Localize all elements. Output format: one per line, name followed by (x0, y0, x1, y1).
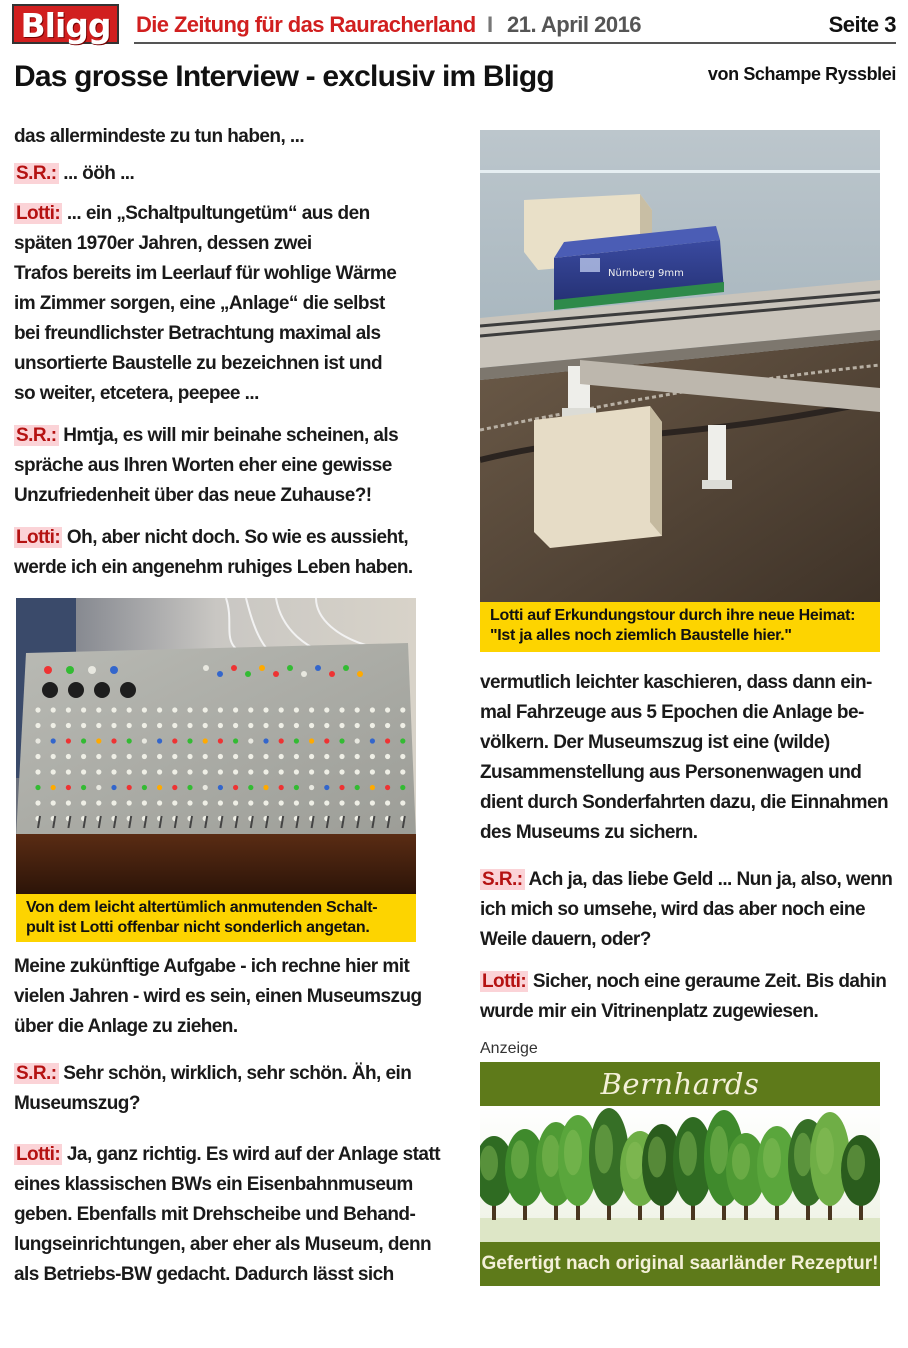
article-byline: von Schampe Ryssblei (707, 64, 896, 84)
ad-slogan[interactable]: Gefertigt nach original saarländer Rezeptur! (480, 1242, 880, 1286)
control-panel-image (16, 598, 416, 894)
locomotive-photo-caption: Lotti auf Erkundungstour durch ihre neue Heimat: "Ist ja alles noch ziemlich Baustelle hier." (480, 602, 880, 652)
paragraph (14, 421, 398, 511)
paragraph (14, 1140, 440, 1290)
paragraph-text: ... ein „Schaltpultungetüm“ aus den späten 1970er Jahren, dessen zwei Trafos bereits im Leerlauf für wohlige Wärme im Zimmer sorgen, eine „Anlage“ die selbst bei freundlichster Betrachtung maximal als unsortierte Baustelle zu bezeichnen ist und so weiter, etcetera, peepee ... (14, 203, 397, 404)
page-number: Seite 3 (828, 12, 896, 37)
newspaper-name: Die Zeitung für das Rauracherland (136, 12, 476, 37)
speaker-label: Lotti: (16, 527, 61, 548)
model-trees-image (480, 1106, 880, 1242)
ad-label: Anzeige (480, 1040, 538, 1057)
paragraph-text: Meine zukünftige Aufgabe - ich rechne hier mit vielen Jahren - wird es sein, einen Museumszug über die Anlage zu ziehen. (14, 956, 422, 1037)
article-headline: Das grosse Interview - exclusiv im Bligg (14, 60, 554, 93)
ad-title[interactable]: Bernhards (480, 1062, 880, 1106)
paragraph-text: Oh, aber nicht doch. So wie es aussieht, werde ich ein angenehm ruhiges Leben haben. (14, 527, 413, 578)
paragraph-text: Ach ja, das liebe Geld ... Nun ja, also, wenn ich mich so umsehe, wird das aber noch eine Weile dauern, oder? (480, 869, 893, 950)
paragraph (480, 668, 888, 848)
paragraph-text: vermutlich leichter kaschieren, dass dann ein- mal Fahrzeuge aus 5 Epochen die Anlage be- völkern. Der Museumszug ist eine (wilde) Zusammenstellung aus Personenwagen und dient durch Sonderfahrten dazu, die Einnahmen des Museums zu sichern. (480, 672, 889, 843)
control-panel-photo (16, 598, 416, 894)
speaker-label: S.R.: (482, 869, 523, 890)
paragraph-text: das allermindeste zu tun haben, ... (14, 126, 305, 147)
speaker-label: S.R.: (16, 1063, 57, 1084)
panel-photo-caption: Von dem leicht altertümlich anmutenden Schalt- pult ist Lotti offenbar nicht sonderlich angetan. (16, 894, 416, 942)
paragraph (14, 199, 396, 409)
paragraph (14, 159, 134, 189)
locomotive-photo (480, 130, 880, 602)
paragraph-text: Sicher, noch eine geraume Zeit. Bis dahin wurde mir ein Vitrinenplatz zugewiesen. (480, 971, 887, 1022)
masthead-separator: I (487, 12, 494, 37)
masthead-rule (134, 42, 896, 44)
speaker-label: S.R.: (16, 425, 57, 446)
speaker-label: S.R.: (16, 163, 57, 184)
paragraph (480, 865, 892, 955)
locomotive-livery-text: Nürnberg 9mm (608, 268, 684, 279)
paragraph-text: ... ööh ... (58, 163, 135, 184)
paragraph (480, 967, 886, 1027)
ad-trees-image[interactable] (480, 1106, 880, 1242)
paragraph (14, 523, 413, 583)
speaker-label: Lotti: (16, 1144, 61, 1165)
speaker-label: Lotti: (482, 971, 527, 992)
paragraph-text: Sehr schön, wirklich, sehr schön. Äh, ein Museumszug? (14, 1063, 412, 1114)
paragraph (14, 952, 422, 1042)
paragraph (14, 122, 304, 152)
paragraph (14, 1059, 411, 1119)
newspaper-logo: Bligg (12, 4, 119, 44)
speaker-label: Lotti: (16, 203, 61, 224)
paragraph-text: Hmtja, es will mir beinahe scheinen, als spräche aus Ihren Worten eher eine gewisse Unzufriedenheit über das neue Zuhause?! (14, 425, 399, 506)
paragraph-text: Ja, ganz richtig. Es wird auf der Anlage statt eines klassischen BWs ein Eisenbahnmuseum geben. Ebenfalls mit Drehscheibe und Behand- lungseinrichtungen, aber eher als Museum, denn als Betriebs-BW gedacht. Dadurch lässt sich (14, 1144, 440, 1285)
issue-date: 21. April 2016 (507, 12, 642, 37)
locomotive-image (480, 130, 880, 602)
